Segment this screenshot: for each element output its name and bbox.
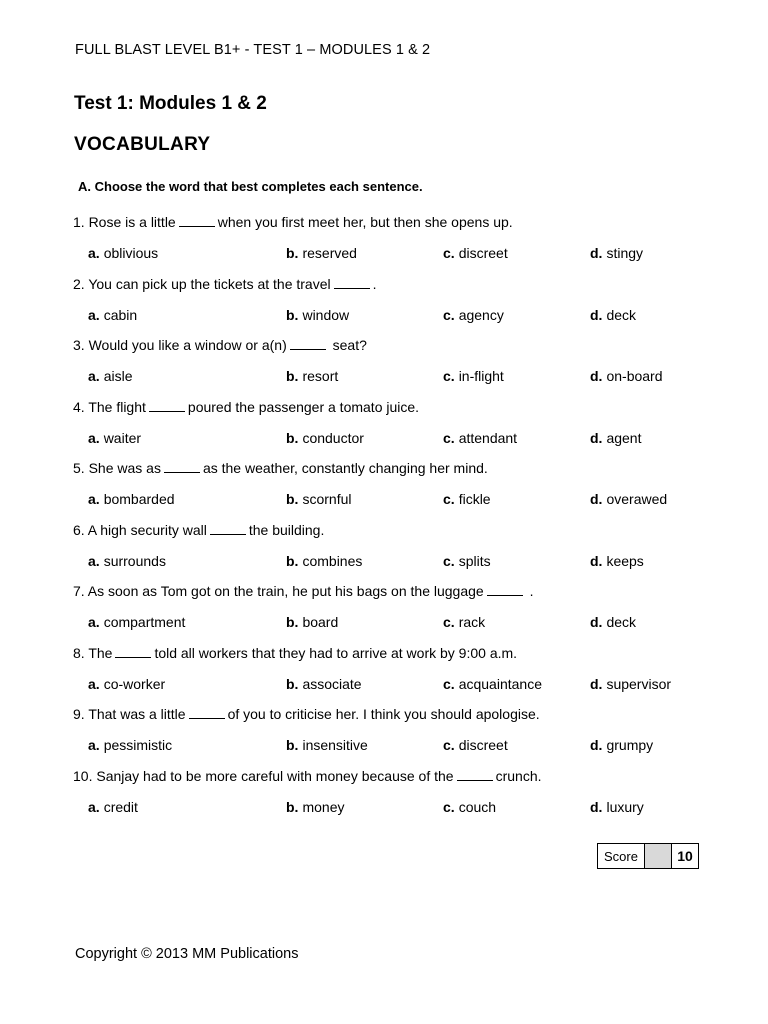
option-text: discreet (458, 245, 508, 261)
option-text: supervisor (606, 676, 672, 692)
option-letter: b. (286, 245, 299, 261)
option-letter: d. (590, 799, 603, 815)
option-text: pessimistic (103, 737, 173, 753)
stem-after-blank: . (372, 276, 377, 292)
option-b[interactable] (286, 490, 351, 508)
option-letter: a. (88, 245, 100, 261)
option-d[interactable] (590, 736, 653, 754)
stem-after-blank: when you first meet her, but then she opens up. (217, 214, 513, 230)
score-box (597, 843, 699, 869)
page-header: FULL BLAST LEVEL B1+ - TEST 1 – MODULES 1 & 2 (75, 42, 431, 58)
question-stem (73, 459, 488, 477)
option-text: surrounds (103, 553, 166, 569)
answer-blank[interactable] (457, 768, 493, 781)
option-letter: b. (286, 553, 299, 569)
option-b[interactable] (286, 429, 364, 447)
option-letter: c. (443, 553, 455, 569)
section-title: VOCABULARY (74, 134, 211, 155)
option-letter: a. (88, 737, 100, 753)
option-letter: d. (590, 307, 603, 323)
option-a[interactable] (88, 798, 138, 816)
option-text: agency (458, 307, 504, 323)
question-stem (73, 705, 540, 723)
option-letter: d. (590, 676, 603, 692)
option-letter: c. (443, 430, 455, 446)
option-b[interactable] (286, 244, 357, 262)
option-a[interactable] (88, 367, 132, 385)
question-2 (0, 275, 768, 337)
option-text: splits (458, 553, 491, 569)
option-d[interactable] (590, 798, 644, 816)
option-text: acquaintance (458, 676, 542, 692)
option-letter: a. (88, 799, 100, 815)
option-text: compartment (103, 614, 186, 630)
option-text: attendant (458, 430, 518, 446)
option-letter: a. (88, 430, 100, 446)
stem-after-blank: of you to criticise her. I think you should apologise. (227, 706, 540, 722)
answer-blank[interactable] (189, 706, 225, 719)
option-a[interactable] (88, 675, 165, 693)
option-text: insensitive (302, 737, 368, 753)
stem-before-blank: 3. Would you like a window or a(n) (73, 337, 287, 353)
option-text: co-worker (103, 676, 166, 692)
option-c[interactable] (443, 798, 496, 816)
option-text: conductor (302, 430, 364, 446)
question-7 (0, 582, 768, 644)
option-letter: c. (443, 245, 455, 261)
option-text: cabin (103, 307, 138, 323)
score-input[interactable] (645, 844, 672, 868)
option-a[interactable] (88, 244, 158, 262)
option-text: agent (606, 430, 642, 446)
option-letter: a. (88, 368, 100, 384)
stem-after-blank: poured the passenger a tomato juice. (187, 399, 420, 415)
answer-blank[interactable] (210, 522, 246, 535)
stem-before-blank: 8. The (73, 645, 113, 661)
question-1 (0, 213, 768, 275)
option-c[interactable] (443, 490, 491, 508)
option-d[interactable] (590, 490, 667, 508)
option-letter: b. (286, 430, 299, 446)
option-letter: d. (590, 430, 603, 446)
option-letter: c. (443, 799, 455, 815)
option-letter: d. (590, 368, 603, 384)
question-stem (73, 336, 367, 354)
question-stem (73, 644, 517, 662)
score-max: 10 (677, 848, 693, 864)
score-label: Score (598, 844, 645, 868)
option-text: luxury (606, 799, 644, 815)
stem-after-blank: the building. (248, 522, 325, 538)
option-c[interactable] (443, 244, 508, 262)
option-b[interactable] (286, 613, 338, 631)
option-letter: c. (443, 307, 455, 323)
option-text: grumpy (606, 737, 654, 753)
question-10 (0, 767, 768, 829)
option-a[interactable] (88, 490, 175, 508)
option-letter: d. (590, 491, 603, 507)
copyright: Copyright © 2013 MM Publications (75, 946, 299, 962)
option-text: window (302, 307, 350, 323)
option-text: discreet (458, 737, 508, 753)
option-c[interactable] (443, 429, 517, 447)
instruction: A. Choose the word that best completes each sentence. (78, 179, 423, 194)
answer-blank[interactable] (149, 399, 185, 412)
option-a[interactable] (88, 429, 141, 447)
option-b[interactable] (286, 798, 344, 816)
option-letter: b. (286, 368, 299, 384)
option-letter: d. (590, 553, 603, 569)
option-b[interactable] (286, 306, 349, 324)
option-text: rack (458, 614, 486, 630)
option-d[interactable] (590, 306, 636, 324)
question-stem (73, 275, 377, 293)
option-text: board (302, 614, 339, 630)
stem-before-blank: 2. You can pick up the tickets at the travel (73, 276, 331, 292)
option-d[interactable] (590, 367, 663, 385)
stem-after-blank: told all workers that they had to arrive at work by 9:00 a.m. (154, 645, 518, 661)
option-text: combines (302, 553, 363, 569)
stem-after-blank: . (525, 583, 534, 599)
option-letter: b. (286, 491, 299, 507)
stem-after-blank: seat? (328, 337, 367, 353)
option-text: associate (302, 676, 362, 692)
option-letter: b. (286, 614, 299, 630)
question-stem (73, 582, 533, 600)
option-text: stingy (606, 245, 644, 261)
option-d[interactable] (590, 552, 644, 570)
option-text: reserved (302, 245, 357, 261)
answer-blank[interactable] (290, 337, 326, 350)
option-text: money (302, 799, 345, 815)
option-text: fickle (458, 491, 491, 507)
stem-before-blank: 5. She was as (73, 460, 161, 476)
option-b[interactable] (286, 675, 362, 693)
stem-before-blank: 4. The flight (73, 399, 146, 415)
option-letter: d. (590, 614, 603, 630)
option-text: waiter (103, 430, 142, 446)
question-stem (73, 213, 513, 231)
option-b[interactable] (286, 736, 368, 754)
option-letter: c. (443, 491, 455, 507)
option-a[interactable] (88, 306, 137, 324)
option-letter: c. (443, 676, 455, 692)
answer-blank[interactable] (179, 214, 215, 227)
option-letter: a. (88, 676, 100, 692)
question-8 (0, 644, 768, 706)
option-text: overawed (606, 491, 668, 507)
stem-before-blank: 10. Sanjay had to be more careful with money because of the (73, 768, 454, 784)
option-a[interactable] (88, 736, 172, 754)
test-title: Test 1: Modules 1 & 2 (74, 93, 267, 114)
option-text: aisle (103, 368, 133, 384)
option-d[interactable] (590, 429, 642, 447)
stem-before-blank: 6. A high security wall (73, 522, 207, 538)
answer-blank[interactable] (164, 460, 200, 473)
option-letter: b. (286, 737, 299, 753)
option-text: oblivious (103, 245, 159, 261)
option-letter: d. (590, 737, 603, 753)
question-6 (0, 521, 768, 583)
question-4 (0, 398, 768, 460)
stem-before-blank: 9. That was a little (73, 706, 186, 722)
option-text: resort (302, 368, 339, 384)
option-text: scornful (302, 491, 352, 507)
option-c[interactable] (443, 552, 491, 570)
option-letter: a. (88, 614, 100, 630)
option-b[interactable] (286, 367, 338, 385)
option-letter: c. (443, 614, 455, 630)
option-c[interactable] (443, 736, 508, 754)
option-b[interactable] (286, 552, 362, 570)
option-letter: d. (590, 245, 603, 261)
stem-before-blank: 7. As soon as Tom got on the train, he put his bags on the luggage (73, 583, 484, 599)
question-9 (0, 705, 768, 767)
option-text: couch (458, 799, 497, 815)
option-a[interactable] (88, 552, 166, 570)
stem-after-blank: as the weather, constantly changing her mind. (202, 460, 488, 476)
stem-after-blank: crunch. (495, 768, 542, 784)
option-text: bombarded (103, 491, 175, 507)
option-letter: a. (88, 307, 100, 323)
option-letter: b. (286, 799, 299, 815)
question-stem (73, 398, 419, 416)
option-text: deck (606, 307, 637, 323)
option-text: credit (103, 799, 138, 815)
option-letter: a. (88, 553, 100, 569)
option-c[interactable] (443, 613, 485, 631)
question-stem (73, 767, 542, 785)
question-3 (0, 336, 768, 398)
question-stem (73, 521, 324, 539)
answer-blank[interactable] (487, 583, 523, 596)
option-c[interactable] (443, 306, 504, 324)
answer-blank[interactable] (115, 645, 151, 658)
stem-before-blank: 1. Rose is a little (73, 214, 176, 230)
answer-blank[interactable] (334, 276, 370, 289)
option-letter: b. (286, 676, 299, 692)
option-c[interactable] (443, 367, 504, 385)
option-letter: a. (88, 491, 100, 507)
option-text: keeps (606, 553, 644, 569)
option-text: on-board (606, 368, 663, 384)
option-d[interactable] (590, 244, 643, 262)
option-d[interactable] (590, 675, 671, 693)
option-letter: c. (443, 368, 455, 384)
question-5 (0, 459, 768, 521)
option-d[interactable] (590, 613, 636, 631)
option-c[interactable] (443, 675, 542, 693)
option-text: in-flight (458, 368, 504, 384)
option-text: deck (606, 614, 637, 630)
option-letter: b. (286, 307, 299, 323)
option-letter: c. (443, 737, 455, 753)
option-a[interactable] (88, 613, 185, 631)
